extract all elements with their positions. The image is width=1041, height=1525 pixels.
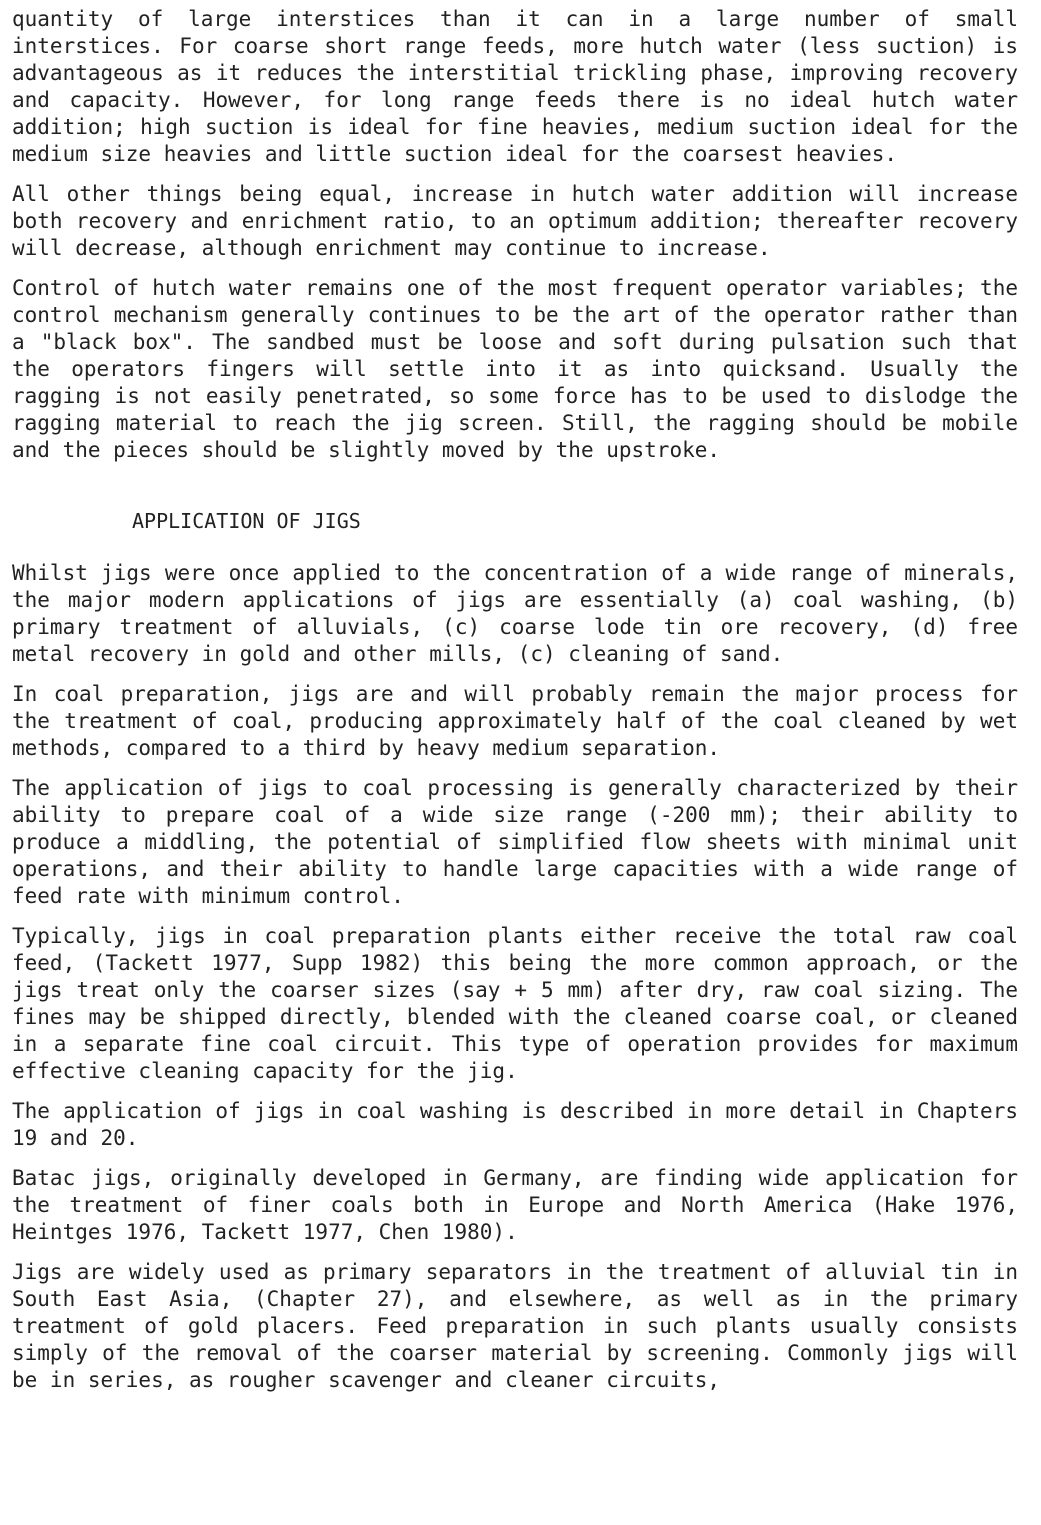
document-page [12,6,1018,1407]
paragraph-alluvial-tin: Jigs are widely used as primary separators in the treatment of alluvial tin in South East Asia, (Chapter 27), and elsewhere, as well as in the primary treatment of gold placers. Feed preparation in such plants usually consists simply of the removal of the coarser material by screening. Commonly jigs will be in series, as rougher scavenger and cleaner circuits, [12,1260,1018,1392]
paragraph-coal-processing: The application of jigs to coal processing is generally characterized by their ability to prepare coal of a wide size range (-200 mm); their ability to produce a middling, the potential of simplified flow sheets with minimal unit operations, and their ability to handle large capacities with a wide range of feed rate with minimum control. [12,776,1018,908]
paragraph-jig-applications: Whilst jigs were once applied to the concentration of a wide range of minerals, the major modern applications of jigs are essentially (a) coal washing, (b) primary treatment of alluvials, (c) coarse lode tin ore recovery, (d) free metal recovery in gold and other mills, (c) cleaning of sand. [12,561,1018,666]
paragraph-coal-washing-reference: The application of jigs in coal washing is described in more detail in Chapters 19 and 20. [12,1099,1018,1150]
section-heading: APPLICATION OF JIGS [132,509,361,533]
paragraph-hutch-water-addition: All other things being equal, increase in hutch water addition will increase both recovery and enrichment ratio, to an optimum addition; thereafter recovery will decrease, although enrichment may continue to increase. [12,182,1018,260]
paragraph-coal-preparation: In coal preparation, jigs are and will probably remain the major process for the treatment of coal, producing approximately half of the coal cleaned by wet methods, compared to a third by heavy medium separation. [12,682,1018,760]
paragraph-batac-jigs: Batac jigs, originally developed in Germany, are finding wide application for the treatment of finer coals both in Europe and North America (Hake 1976, Heintges 1976, Tackett 1977, Chen 1980). [12,1166,1018,1244]
paragraph-hutch-water-control: Control of hutch water remains one of the most frequent operator variables; the control mechanism generally continues to be the art of the operator rather than a "black box". The sandbed must be loose and soft during pulsation such that the operators fingers will settle into it as into quicksand. Usually the ragging is not easily penetrated, so some force has to be used to dislodge the ragging material to reach the jig screen. Still, the ragging should be mobile and the pieces should be slightly moved by the upstroke. [12,276,1018,462]
paragraph-hutch-water-suction: quantity of large interstices than it can in a large number of small interstices. For coarse short range feeds, more hutch water (less suction) is advantageous as it reduces the interstitial trickling phase, improving recovery and capacity. However, for long range feeds there is no ideal hutch water addition; high suction is ideal for fine heavies, medium suction ideal for the medium size heavies and little suction ideal for the coarsest heavies. [12,7,1018,166]
paragraph-coal-plants: Typically, jigs in coal preparation plants either receive the total raw coal feed, (Tackett 1977, Supp 1982) this being the more common approach, or the jigs treat only the coarser sizes (say + 5 mm) after dry, raw coal sizing. The fines may be shipped directly, blended with the cleaned coarse coal, or cleaned in a separate fine coal circuit. This type of operation provides for maximum effective cleaning capacity for the jig. [12,924,1018,1083]
